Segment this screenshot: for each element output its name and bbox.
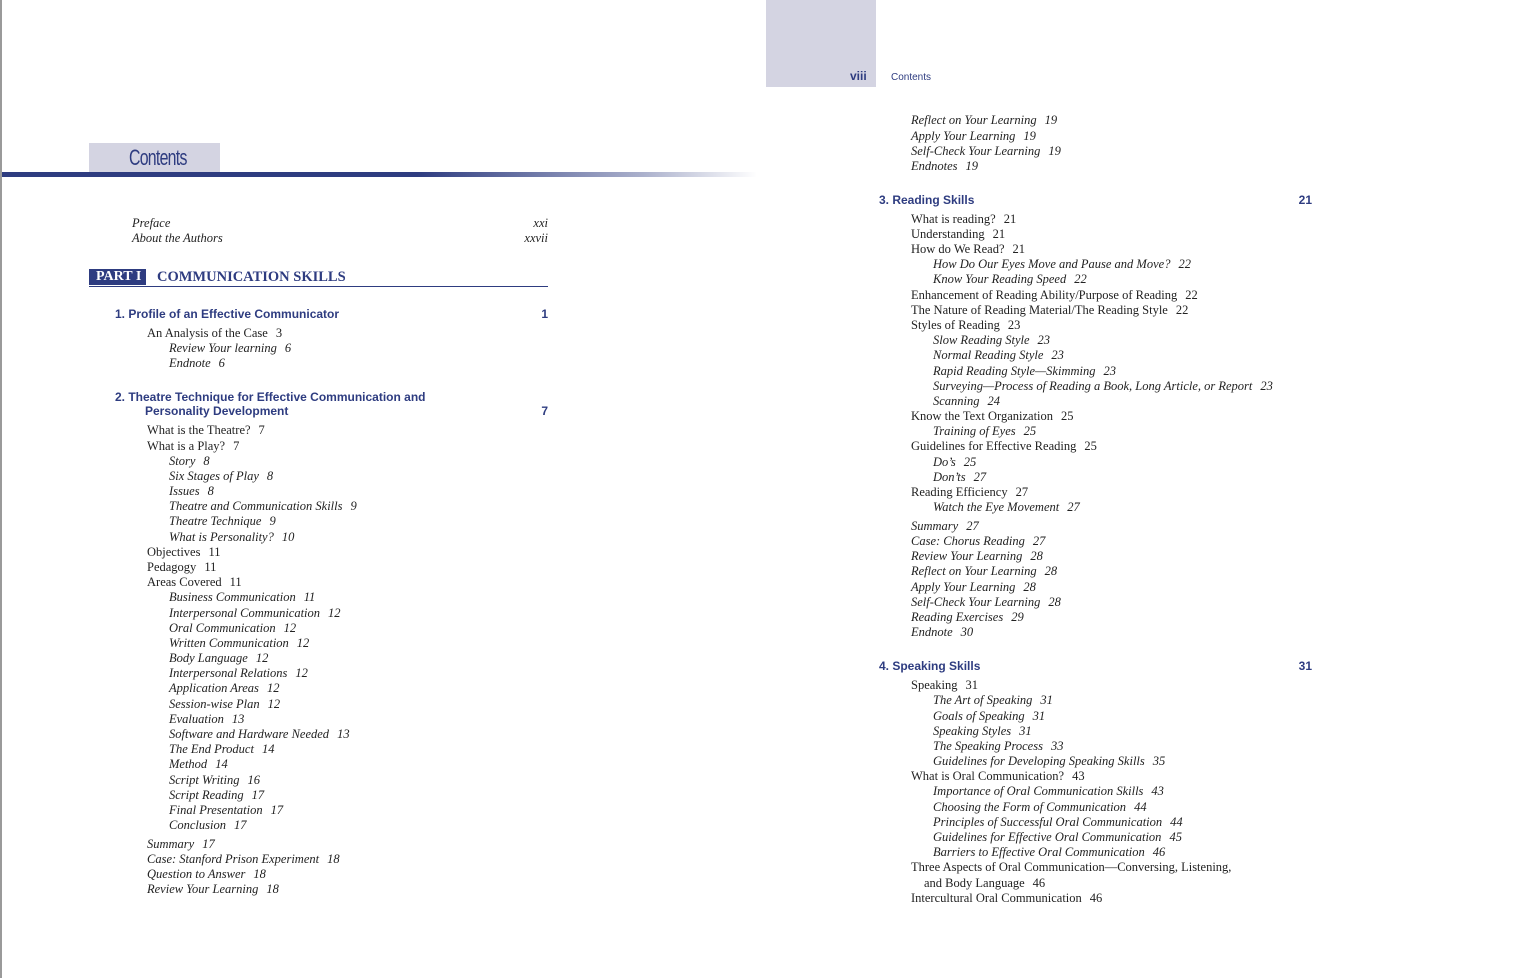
toc-entry-page: 21 xyxy=(1003,212,1017,226)
toc-entry-page: 25 xyxy=(1061,409,1074,423)
toc-entry-page: 19 xyxy=(1044,113,1058,127)
toc-entry-text: Body Language xyxy=(169,651,248,665)
toc-entry-text: Three Aspects of Oral Communication—Conversing, Listening, xyxy=(911,860,1232,874)
toc-entry-page: 11 xyxy=(303,590,316,604)
toc-entry xyxy=(933,348,1064,363)
toc-entry xyxy=(911,485,1028,500)
toc-entry xyxy=(147,575,242,590)
toc-entry-text: Guidelines for Effective Reading xyxy=(911,439,1077,453)
toc-entry xyxy=(933,693,1053,708)
toc-entry xyxy=(911,625,973,640)
toc-entry-page: 31 xyxy=(1040,693,1053,707)
toc-entry-text: Apply Your Learning xyxy=(911,580,1016,594)
toc-entry-page: 14 xyxy=(261,742,275,756)
toc-entry-text: Summary xyxy=(147,837,195,851)
toc-entry-text: Goals of Speaking xyxy=(933,709,1025,723)
toc-entry-page: 23 xyxy=(1037,333,1051,347)
toc-entry-page: 7 xyxy=(233,439,240,453)
toc-entry-text: Rapid Reading Style—Skimming xyxy=(933,364,1096,378)
toc-entry-page: 11 xyxy=(204,560,217,574)
toc-entry-page: 6 xyxy=(284,341,292,355)
toc-entry xyxy=(147,423,265,438)
toc-entry-page: 46 xyxy=(1152,845,1166,859)
toc-entry-page: 18 xyxy=(266,882,279,896)
toc-entry-page: 23 xyxy=(1260,379,1273,393)
toc-entry-text: Question to Answer xyxy=(147,867,246,881)
toc-entry xyxy=(147,867,266,882)
toc-entry-text: Case: Chorus Reading xyxy=(911,534,1025,548)
toc-entry-text: Areas Covered xyxy=(147,575,222,589)
toc-entry-page: 8 xyxy=(207,484,214,498)
toc-entry-text: Don’ts xyxy=(933,470,966,484)
toc-entry-page: 12 xyxy=(295,666,308,680)
toc-entry-text: Review Your Learning xyxy=(147,882,259,896)
toc-entry xyxy=(169,773,260,788)
toc-entry-page: 46 xyxy=(1089,891,1103,905)
toc-entry-page: 18 xyxy=(253,867,266,881)
toc-entry-text: Reading Efficiency xyxy=(911,485,1008,499)
toc-entry-text: What is Oral Communication? xyxy=(911,769,1065,783)
toc-entry xyxy=(933,500,1080,515)
toc-entry-text: Surveying—Process of Reading a Book, Long Article, or Report xyxy=(933,379,1253,393)
toc-entry-page: 13 xyxy=(231,712,245,726)
toc-entry-text: Endnote xyxy=(911,625,953,639)
front-matter-authors: About the Authors xyxy=(132,231,223,245)
toc-entry xyxy=(169,727,350,742)
toc-entry-text: Principles of Successful Oral Communication xyxy=(933,815,1163,829)
toc-entry-text: Software and Hardware Needed xyxy=(169,727,330,741)
toc-entry-page: 27 xyxy=(966,519,979,533)
toc-entry-page: 24 xyxy=(987,394,1001,408)
toc-entry-text: Review Your Learning xyxy=(911,549,1023,563)
toc-entry-page: 3 xyxy=(275,326,283,340)
toc-entry-text: Endnote xyxy=(169,356,211,370)
toc-entry xyxy=(169,621,296,636)
toc-entry-page: 43 xyxy=(1151,784,1164,798)
toc-entry-text: Summary xyxy=(911,519,959,533)
toc-entry-page: 28 xyxy=(1023,580,1036,594)
toc-entry-page: 27 xyxy=(1015,485,1029,499)
toc-entry xyxy=(169,499,357,514)
toc-entry xyxy=(911,519,979,534)
toc-entry xyxy=(169,788,264,803)
toc-entry xyxy=(911,564,1057,579)
toc-entry-page: 33 xyxy=(1050,739,1064,753)
toc-entry xyxy=(147,852,340,867)
toc-entry xyxy=(933,709,1045,724)
toc-entry-text: How do We Read? xyxy=(911,242,1005,256)
toc-entry xyxy=(169,697,280,712)
toc-entry xyxy=(933,455,976,470)
toc-entry-page: 7 xyxy=(258,423,265,437)
toc-entry-text: Endnotes xyxy=(911,159,958,173)
toc-entry-page: 25 xyxy=(1023,424,1037,438)
toc-entry-text: What is reading? xyxy=(911,212,996,226)
page-number: viii xyxy=(850,69,867,83)
toc-entry-text: Styles of Reading xyxy=(911,318,1000,332)
toc-entry-text: Issues xyxy=(169,484,200,498)
toc-entry xyxy=(169,757,228,772)
toc-entry xyxy=(911,129,1036,144)
toc-entry-page: 22 xyxy=(1178,257,1191,271)
page-edge xyxy=(0,0,2,978)
toc-entry-page: 27 xyxy=(973,470,987,484)
toc-entry-text: The Art of Speaking xyxy=(933,693,1033,707)
running-head: Contents xyxy=(891,72,932,83)
toc-entry xyxy=(911,144,1061,159)
toc-entry-text: Script Writing xyxy=(169,773,240,787)
toc-entry-text: What is Personality? xyxy=(169,530,274,544)
toc-entry xyxy=(911,580,1036,595)
toc-entry xyxy=(911,288,1198,303)
toc-entry-text: Scanning xyxy=(933,394,980,408)
toc-entry xyxy=(169,484,214,499)
toc-entry-text: Apply Your Learning xyxy=(911,129,1016,143)
toc-entry-text: Business Communication xyxy=(169,590,296,604)
toc-entry-text: Interpersonal Relations xyxy=(169,666,288,680)
chapter-2-title: 2. Theatre Technique for Effective Communication and xyxy=(115,390,426,404)
toc-entry-text: What is the Theatre? xyxy=(147,423,251,437)
front-matter-preface-page: xxi xyxy=(533,216,548,230)
toc-entry-page: 27 xyxy=(1067,500,1080,514)
toc-entry-text: How Do Our Eyes Move and Pause and Move? xyxy=(933,257,1171,271)
toc-entry xyxy=(933,830,1182,845)
toc-entry-text: Pedagogy xyxy=(147,560,197,574)
toc-entry xyxy=(911,303,1188,318)
toc-entry-page: 16 xyxy=(247,773,260,787)
toc-entry-text: Enhancement of Reading Ability/Purpose of Reading xyxy=(911,288,1178,302)
toc-entry-page: 23 xyxy=(1051,348,1064,362)
toc-entry xyxy=(911,610,1024,625)
toc-entry-text: Method xyxy=(169,757,208,771)
toc-entry-text: Know Your Reading Speed xyxy=(933,272,1067,286)
toc-entry-text: Guidelines for Developing Speaking Skills xyxy=(933,754,1145,768)
toc-entry-page: 17 xyxy=(202,837,215,851)
toc-entry-text: Evaluation xyxy=(169,712,224,726)
toc-entry-page: 6 xyxy=(218,356,225,370)
chapter-1-page: 1 xyxy=(541,307,548,321)
toc-entry xyxy=(933,394,1000,409)
part-label: PART I xyxy=(89,269,146,285)
toc-entry-page: 19 xyxy=(965,159,979,173)
toc-entry-page: 12 xyxy=(255,651,269,665)
toc-entry-text: Reflect on Your Learning xyxy=(911,113,1037,127)
toc-entry xyxy=(933,364,1116,379)
toc-entry-page: 17 xyxy=(233,818,247,832)
toc-entry-page: 8 xyxy=(203,454,210,468)
toc-entry xyxy=(911,159,978,174)
toc-entry-page: 28 xyxy=(1044,564,1058,578)
toc-entry xyxy=(911,891,1102,906)
toc-entry-text: Speaking Styles xyxy=(933,724,1012,738)
toc-entry-text: Interpersonal Communication xyxy=(169,606,321,620)
toc-entry-page: 23 xyxy=(1007,318,1021,332)
toc-entry-text: Written Communication xyxy=(169,636,289,650)
toc-entry xyxy=(147,545,221,560)
front-matter-preface: Preface xyxy=(132,216,171,230)
toc-entry xyxy=(147,882,279,897)
toc-entry xyxy=(911,769,1085,784)
toc-entry-text: Case: Stanford Prison Experiment xyxy=(147,852,320,866)
toc-entry-page: 44 xyxy=(1134,800,1147,814)
toc-entry-page: 22 xyxy=(1175,303,1189,317)
toc-entry xyxy=(933,724,1032,739)
toc-entry-text: Script Reading xyxy=(169,788,244,802)
toc-entry-page: 22 xyxy=(1185,288,1198,302)
toc-entry-page: 27 xyxy=(1032,534,1046,548)
toc-entry xyxy=(169,514,276,529)
toc-entry-text: Theatre and Communication Skills xyxy=(169,499,343,513)
toc-entry xyxy=(911,318,1020,333)
toc-entry xyxy=(933,470,986,485)
toc-entry-page: 10 xyxy=(281,530,295,544)
toc-entry-page: 31 xyxy=(1019,724,1032,738)
toc-entry-text: Review Your learning xyxy=(169,341,277,355)
toc-entry xyxy=(169,606,341,621)
toc-entry xyxy=(147,560,216,575)
toc-entry-text: Self-Check Your Learning xyxy=(911,144,1041,158)
toc-entry xyxy=(169,636,309,651)
toc-entry xyxy=(911,242,1025,257)
toc-entry-page: 9 xyxy=(269,514,276,528)
toc-entry-text: An Analysis of the Case xyxy=(147,326,268,340)
part-title: COMMUNICATION SKILLS xyxy=(157,269,346,285)
toc-entry-page: 19 xyxy=(1023,129,1036,143)
chapter-3-title: 3. Reading Skills xyxy=(879,193,975,207)
toc-entry xyxy=(911,534,1045,549)
toc-entry-page: 12 xyxy=(296,636,310,650)
toc-entry-text: Self-Check Your Learning xyxy=(911,595,1041,609)
toc-entry xyxy=(911,678,978,693)
toc-entry-text: The Nature of Reading Material/The Reading Style xyxy=(911,303,1168,317)
toc-entry-text: Know the Text Organization xyxy=(911,409,1054,423)
toc-entry xyxy=(147,837,215,852)
toc-entry-text: Importance of Oral Communication Skills xyxy=(933,784,1144,798)
toc-entry-text: Barriers to Effective Oral Communication xyxy=(933,845,1145,859)
toc-entry-text: Story xyxy=(169,454,196,468)
toc-entry xyxy=(169,530,294,545)
toc-entry-text: Conclusion xyxy=(169,818,226,832)
toc-entry xyxy=(169,803,283,818)
toc-entry xyxy=(924,876,1045,891)
chapter-4-title: 4. Speaking Skills xyxy=(879,659,981,673)
toc-entry-text: Objectives xyxy=(147,545,201,559)
toc-entry-page: 18 xyxy=(327,852,340,866)
toc-entry xyxy=(169,742,274,757)
toc-entry-page: 13 xyxy=(337,727,350,741)
toc-entry xyxy=(933,754,1165,769)
toc-entry-text: and Body Language xyxy=(924,876,1025,890)
toc-entry xyxy=(911,227,1005,242)
toc-entry-page: 25 xyxy=(1084,439,1097,453)
toc-entry-page: 12 xyxy=(283,621,297,635)
toc-entry-page: 35 xyxy=(1152,754,1166,768)
toc-entry xyxy=(169,590,315,605)
toc-entry xyxy=(169,666,308,681)
toc-entry-page: 25 xyxy=(963,455,977,469)
toc-entry-text: Final Presentation xyxy=(169,803,263,817)
toc-entry xyxy=(169,341,291,356)
toc-entry xyxy=(933,257,1191,272)
toc-entry-text: Training of Eyes xyxy=(933,424,1016,438)
toc-entry-text: What is a Play? xyxy=(147,439,226,453)
toc-entry xyxy=(147,326,282,341)
toc-entry-text: Normal Reading Style xyxy=(933,348,1044,362)
toc-entry-text: Guidelines for Effective Oral Communication xyxy=(933,830,1162,844)
toc-entry xyxy=(911,549,1043,564)
toc-entry-page: 23 xyxy=(1103,364,1116,378)
toc-entry xyxy=(169,454,210,469)
toc-entry xyxy=(169,712,244,727)
toc-entry-text: Session-wise Plan xyxy=(169,697,260,711)
toc-entry xyxy=(933,845,1165,860)
front-matter-authors-page: xxvii xyxy=(524,231,548,245)
toc-entry-page: 28 xyxy=(1048,595,1061,609)
toc-entry xyxy=(933,739,1063,754)
toc-entry xyxy=(911,439,1097,454)
toc-entry-page: 12 xyxy=(266,681,280,695)
chapter-3-page: 21 xyxy=(1298,193,1312,207)
toc-entry-text: The Speaking Process xyxy=(933,739,1043,753)
toc-entry xyxy=(147,439,239,454)
toc-entry-page: 8 xyxy=(266,469,274,483)
toc-entry-text: Speaking xyxy=(911,678,958,692)
chapter-2-title-line2: Personality Development xyxy=(145,404,289,418)
toc-entry xyxy=(933,272,1087,287)
toc-entry xyxy=(933,424,1036,439)
part-heading xyxy=(89,268,548,287)
toc-entry-page: 22 xyxy=(1074,272,1087,286)
toc-entry-text: Application Areas xyxy=(169,681,259,695)
toc-entry xyxy=(933,333,1050,348)
toc-entry-text: Theatre Technique xyxy=(169,514,262,528)
toc-entry-page: 28 xyxy=(1030,549,1043,563)
toc-entry xyxy=(933,784,1164,799)
toc-entry xyxy=(169,651,268,666)
chapter-4-page: 31 xyxy=(1298,659,1312,673)
heading-rule xyxy=(2,172,757,177)
toc-entry-page: 17 xyxy=(251,788,265,802)
toc-entry-page: 43 xyxy=(1072,769,1085,783)
toc-entry xyxy=(169,469,273,484)
toc-entry-text: Do’s xyxy=(933,455,956,469)
toc-entry-page: 29 xyxy=(1011,610,1024,624)
chapter-2-page: 7 xyxy=(541,404,548,418)
toc-entry-page: 31 xyxy=(965,678,979,692)
toc-entry-text: Reading Exercises xyxy=(911,610,1004,624)
toc-entry-page: 44 xyxy=(1170,815,1183,829)
contents-heading: Contents xyxy=(89,143,220,172)
toc-entry xyxy=(911,409,1074,424)
toc-entry-text: Watch the Eye Movement xyxy=(933,500,1060,514)
toc-entry xyxy=(911,860,1239,875)
toc-entry xyxy=(911,212,1016,227)
toc-entry-page: 45 xyxy=(1169,830,1182,844)
toc-entry-page: 30 xyxy=(960,625,974,639)
toc-entry xyxy=(933,815,1183,830)
toc-entry xyxy=(169,356,225,371)
toc-entry xyxy=(933,800,1147,815)
toc-entry-page: 21 xyxy=(992,227,1006,241)
toc-entry-page: 12 xyxy=(328,606,341,620)
toc-entry-text: Slow Reading Style xyxy=(933,333,1030,347)
toc-entry-text: Oral Communication xyxy=(169,621,276,635)
toc-entry-page: 17 xyxy=(270,803,284,817)
toc-entry xyxy=(169,818,246,833)
toc-entry-page: 46 xyxy=(1032,876,1046,890)
chapter-1-title: 1. Profile of an Effective Communicator xyxy=(115,307,340,321)
toc-entry-page: 19 xyxy=(1048,144,1061,158)
toc-entry-page: 11 xyxy=(208,545,221,559)
toc-entry xyxy=(169,681,279,696)
toc-entry-text: Reflect on Your Learning xyxy=(911,564,1037,578)
toc-entry xyxy=(911,595,1061,610)
toc-entry-page: 9 xyxy=(350,499,357,513)
toc-entry-page: 11 xyxy=(229,575,242,589)
toc-entry-page: 31 xyxy=(1032,709,1046,723)
toc-entry-page: 21 xyxy=(1012,242,1026,256)
toc-entry xyxy=(933,379,1273,394)
toc-entry xyxy=(911,113,1057,128)
toc-entry-page: 12 xyxy=(267,697,281,711)
toc-entry-text: Understanding xyxy=(911,227,985,241)
toc-entry-page: 14 xyxy=(215,757,228,771)
toc-entry-text: Choosing the Form of Communication xyxy=(933,800,1127,814)
toc-entry-text: Intercultural Oral Communication xyxy=(911,891,1082,905)
toc-entry-text: Six Stages of Play xyxy=(169,469,259,483)
toc-entry-text: The End Product xyxy=(169,742,254,756)
